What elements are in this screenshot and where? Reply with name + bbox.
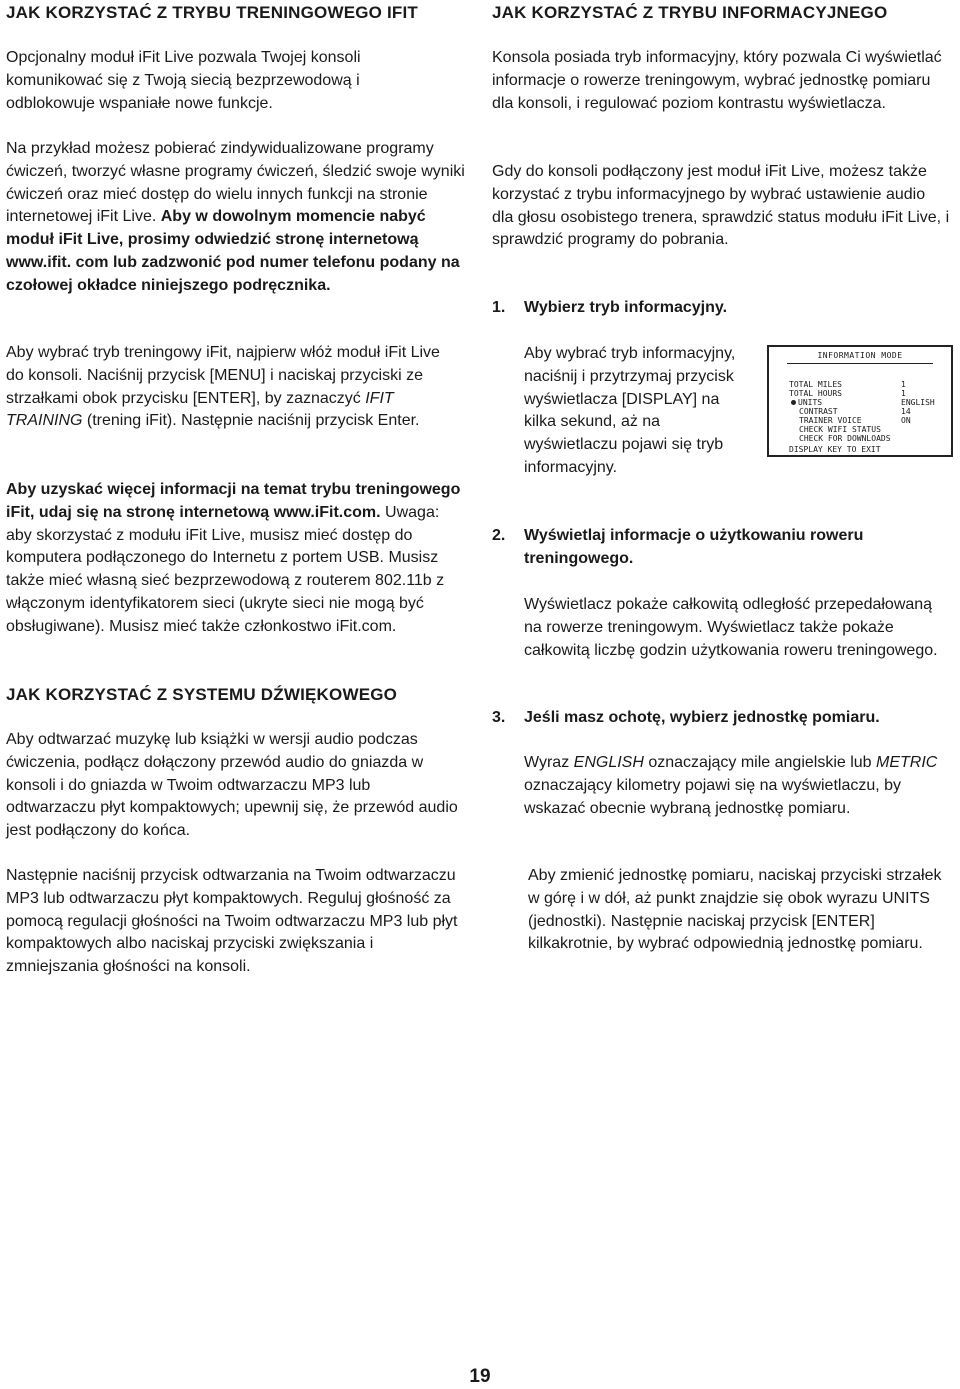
display-value-trainer-voice: ON <box>901 416 911 425</box>
info-mode-intro-paragraph: Konsola posiada tryb informacyjny, który pozwala Ci wyświetlać informacje o rowerze treningowym, wybrać jednostkę pomiaru dla konsoli, i regulować poziom kontrastu wyświetlacza. <box>492 49 942 112</box>
display-row-total-miles: TOTAL MILES <box>789 380 842 389</box>
step-2-text: Wyświetlacz pokaże całkowitą odległość przepedałowaną na rowerze treningowym. Wyświetlacz także pokaże całkowitą liczbę godzin użytkowania roweru treningowego. <box>524 596 938 659</box>
audio-connect-paragraph: Aby odtwarzać muzykę lub książki w wersji audio podczas ćwiczenia, podłącz dołączony przewód audio do gniazda w konsoli i do gniazda w Twoim odtwarzaczu MP3 lub odtwarzaczu płyt kompaktowych; upewnij się, że przewód audio jest podłączony do końca. <box>6 731 458 840</box>
display-value-contrast: 14 <box>901 407 911 416</box>
display-row-downloads: CHECK FOR DOWNLOADS <box>799 434 891 443</box>
display-value-total-miles: 1 <box>901 380 906 389</box>
step-3-heading: 3. Jeśli masz ochotę, wybierz jednostkę pomiaru. <box>492 709 880 726</box>
selection-dot-icon <box>791 400 796 405</box>
step-2-heading: 2. Wyświetlaj informacje o użytkowaniu roweru treningowego. <box>492 527 864 567</box>
audio-play-paragraph: Następnie naciśnij przycisk odtwarzania na Twoim odtwarzaczu MP3 lub odtwarzaczu płyt kompaktowych. Reguluj głośność za pomocą regulacji głośności na Twoim odtwarzaczu MP3 lub płyt kompaktowych albo naciskaj przyciski zwiększania i zmniejszania głośności na konsoli. <box>6 867 458 976</box>
ifit-select-paragraph: Aby wybrać tryb treningowy iFit, najpierw włóż moduł iFit Live do konsoli. Naciśnij przycisk [MENU] i naciskaj przyciski ze strzałkami obok przycisku [ENTER], by zaznaczyć IFIT TRAINING (trening iFit). Następnie naciśnij przycisk Enter. <box>6 344 440 430</box>
step-1-text: Aby wybrać tryb informacyjny, naciśnij i przytrzymaj przycisk wyświetlacza [DISPLAY] na kilka sekund, aż na wyświetlaczu pojawi się tryb informacyjny. <box>524 345 736 476</box>
step-3-text: Wyraz ENGLISH oznaczający mile angielskie lub METRIC oznaczający kilometry pojawi się na wyświetlaczu, by wskazać obecnie wybraną jednostkę pomiaru. <box>524 754 938 817</box>
page-number: 19 <box>469 1366 491 1387</box>
info-mode-heading: JAK KORZYSTAĆ Z TRYBU INFORMACYJNEGO <box>492 3 888 22</box>
info-mode-display <box>767 345 953 457</box>
step-1-heading: 1. Wybierz tryb informacyjny. <box>492 299 728 316</box>
display-footer: DISPLAY KEY TO EXIT <box>789 445 881 454</box>
display-row-units: UNITS <box>791 398 822 407</box>
display-row-wifi-status: CHECK WIFI STATUS <box>799 425 881 434</box>
display-row-contrast: CONTRAST <box>799 407 838 416</box>
ifit-features-paragraph: Na przykład możesz pobierać zindywidualizowane programy ćwiczeń, tworzyć własne programy ćwiczeń, śledzić swoje wyniki ćwiczeń oraz mieć dostęp do wielu innych funkcji na stronie internetowej iFit Live. Aby w dowolnym momencie nabyć moduł iFit Live, prosimy odwiedzić stronę internetową www.ifit. com lub zadzwonić pod numer telefonu podany na czołowej okładce niniejszego podręcznika. <box>6 140 465 294</box>
display-value-total-hours: 1 <box>901 389 906 398</box>
info-mode-ifit-paragraph: Gdy do konsoli podłączony jest moduł iFit Live, możesz także korzystać z trybu informacyjnego by wybrać ustawienie audio dla głosu osobistego trenera, sprawdzić status modułu iFit Live, i sprawdzić programy do pobrania. <box>492 163 950 249</box>
display-value-units: ENGLISH <box>901 398 935 407</box>
display-row-total-hours: TOTAL HOURS <box>789 389 842 398</box>
display-row-trainer-voice: TRAINER VOICE <box>799 416 862 425</box>
ifit-more-info-paragraph: Aby uzyskać więcej informacji na temat trybu treningowego iFit, udaj się na stronę internetową www.iFit.com. Uwaga: aby skorzystać z modułu iFit Live, musisz mieć dostęp do komputera podłączonego do Internetu z portem USB. Musisz także mieć własną sieć bezprzewodową z routerem 802.11b z włączonym identyfikatorem sieci (ukryte sieci nie mogą być obsługiwane). Musisz mieć także członkostwo iFit.com. <box>6 481 461 635</box>
display-title: INFORMATION MODE <box>769 351 951 360</box>
ifit-intro-paragraph: Opcjonalny moduł iFit Live pozwala Twojej konsoli komunikować się z Twoją siecią bezprzewodową i odblokowuje wspaniałe nowe funkcje. <box>6 49 361 112</box>
ifit-training-heading: JAK KORZYSTAĆ Z TRYBU TRENINGOWEGO IFIT <box>6 3 419 22</box>
step-3-change-units-text: Aby zmienić jednostkę pomiaru, naciskaj przyciski strzałek w górę i w dół, aż punkt znajdzie się obok wyrazu UNITS (jednostki). Następnie naciskaj przycisk [ENTER] kilkakrotnie, by wybrać odpowiednią jednostkę pomiaru. <box>528 867 942 953</box>
ifit-purchase-note: Aby w dowolnym momencie nabyć moduł iFit Live, prosimy odwiedzić stronę internetową www.ifit. com lub zadzwonić pod numer telefonu podany na czołowej okładce niniejszego podręcznika. <box>6 208 460 294</box>
audio-system-heading: JAK KORZYSTAĆ Z SYSTEMU DŹWIĘKOWEGO <box>6 685 398 704</box>
